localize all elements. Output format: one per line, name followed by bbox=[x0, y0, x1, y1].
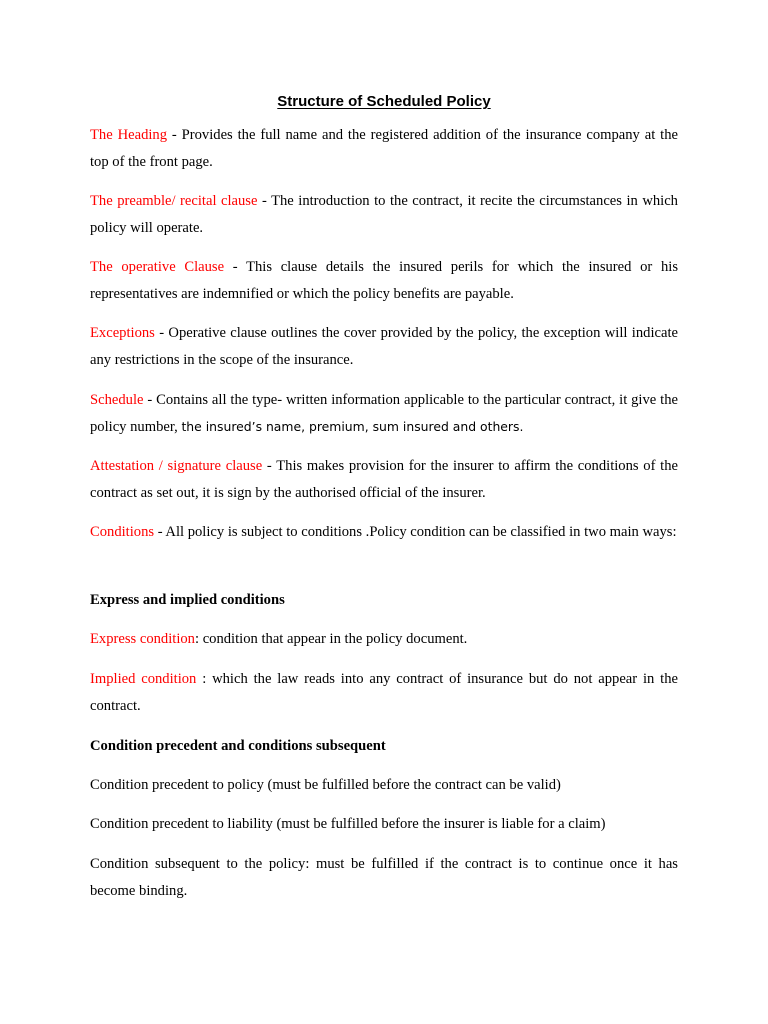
definition-text: condition that appear in the policy document. bbox=[202, 631, 468, 647]
definition-text: All policy is subject to conditions .Policy condition can be classified in two main ways: bbox=[165, 524, 677, 540]
subheading-express-implied: Express and implied conditions bbox=[90, 592, 285, 608]
definition-text-alt-font: the insured’s name, premium, sum insured and others. bbox=[181, 418, 524, 434]
separator: - bbox=[154, 325, 169, 341]
term-preamble: The preamble/ recital clause bbox=[90, 193, 258, 209]
term-operative-clause: The operative Clause bbox=[90, 259, 225, 275]
definition-text: which the law reads into any contract of insurance but do not appear in the contract. bbox=[90, 671, 678, 714]
paragraph-precedent-liability: Condition precedent to liability (must be fulfilled before the insurer is liable for a claim) bbox=[90, 816, 606, 832]
separator: - bbox=[143, 392, 157, 408]
paragraph-attestation bbox=[90, 453, 678, 506]
paragraph-subsequent-policy: Condition subsequent to the policy: must be fulfilled if the contract is to continue once it has become binding. bbox=[90, 856, 678, 899]
separator: - bbox=[224, 259, 247, 275]
document-page bbox=[90, 0, 678, 1024]
term-exceptions: Exceptions bbox=[90, 325, 155, 341]
paragraph-operative-clause bbox=[90, 254, 678, 307]
definition-text: Operative clause outlines the cover provided by the policy, the exception will indicate any restrictions in the scope of the insurance. bbox=[90, 325, 678, 368]
document-title: Structure of Scheduled Policy bbox=[277, 93, 491, 110]
term-attestation: Attestation / signature clause bbox=[90, 458, 263, 474]
paragraph-schedule bbox=[90, 387, 678, 440]
paragraph-conditions bbox=[90, 519, 678, 546]
separator: - bbox=[262, 458, 277, 474]
separator: : bbox=[196, 671, 213, 687]
paragraph-preamble bbox=[90, 188, 678, 241]
separator: : bbox=[194, 631, 203, 647]
term-schedule: Schedule bbox=[90, 392, 144, 408]
term-implied-condition: Implied condition bbox=[90, 671, 197, 687]
definition-text: This clause details the insured perils for which the insured or his representatives are indemnified or which the policy benefits are payable. bbox=[90, 259, 678, 302]
paragraph-exceptions bbox=[90, 320, 678, 373]
separator: - bbox=[167, 127, 182, 143]
separator: - bbox=[154, 524, 166, 540]
definition-text: Contains all the type- written information applicable to the particular contract, it give the policy number, bbox=[90, 392, 678, 435]
paragraph-heading bbox=[90, 122, 678, 175]
subheading-precedent-subsequent: Condition precedent and conditions subsequent bbox=[90, 738, 386, 754]
definition-text: The introduction to the contract, it recite the circumstances in which policy will operate. bbox=[90, 193, 678, 236]
paragraph-express-condition bbox=[90, 626, 678, 653]
definition-text: Provides the full name and the registered addition of the insurance company at the top of the front page. bbox=[90, 127, 678, 170]
paragraph-implied-condition bbox=[90, 666, 678, 719]
term-conditions: Conditions bbox=[90, 524, 155, 540]
separator: - bbox=[257, 193, 272, 209]
term-heading: The Heading bbox=[90, 127, 168, 143]
paragraph-precedent-policy: Condition precedent to policy (must be fulfilled before the contract can be valid) bbox=[90, 777, 561, 793]
definition-text: This makes provision for the insurer to affirm the conditions of the contract as set out, it is sign by the authorised official of the insurer. bbox=[90, 458, 678, 501]
term-express-condition: Express condition bbox=[90, 631, 195, 647]
